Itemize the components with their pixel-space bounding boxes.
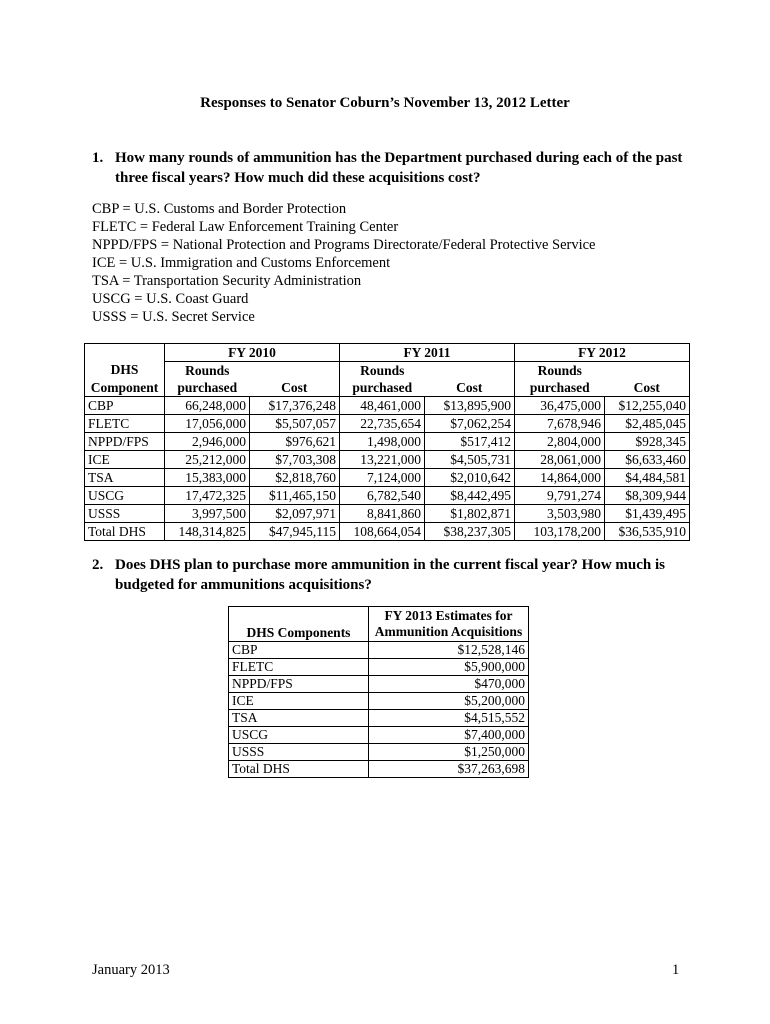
- cost-cell: $4,484,581: [605, 469, 690, 487]
- table-row: [85, 523, 690, 541]
- rounds-header-line2: purchased: [515, 379, 605, 397]
- table-row: [229, 659, 529, 676]
- table-row: [85, 505, 690, 523]
- fy2013-estimates-table: [228, 606, 529, 778]
- component-cell: ICE: [85, 451, 165, 469]
- cost-cell: $17,376,248: [250, 397, 340, 415]
- cost-cell: $976,621: [250, 433, 340, 451]
- question-1-number: 1.: [92, 150, 104, 166]
- rounds-cell: 2,946,000: [165, 433, 250, 451]
- table-row: [85, 415, 690, 433]
- estimate-cell: $5,900,000: [369, 659, 529, 676]
- rounds-header-line1: Rounds: [515, 362, 605, 380]
- page-number: 1: [672, 962, 680, 978]
- rounds-cell: 15,383,000: [165, 469, 250, 487]
- cost-cell: $11,465,150: [250, 487, 340, 505]
- estimate-cell: $12,528,146: [369, 642, 529, 659]
- table-body: [229, 642, 529, 778]
- rounds-cell: 3,503,980: [515, 505, 605, 523]
- rounds-cell: 48,461,000: [340, 397, 425, 415]
- cost-cell: $517,412: [425, 433, 515, 451]
- component-cell: FLETC: [229, 659, 369, 676]
- cost-header-spacer: [425, 362, 515, 380]
- rounds-cell: 9,791,274: [515, 487, 605, 505]
- table-row: [85, 397, 690, 415]
- rounds-header-line1: Rounds: [165, 362, 250, 380]
- question-2-text: Does DHS plan to purchase more ammunition in the current fiscal year? How much is budgeted for ammunitions acquisitions?: [115, 557, 665, 593]
- cost-cell: $7,703,308: [250, 451, 340, 469]
- question-2-number: 2.: [92, 557, 104, 573]
- table-row: [85, 433, 690, 451]
- rounds-cell: 36,475,000: [515, 397, 605, 415]
- component-cell: TSA: [229, 710, 369, 727]
- estimate-cell: $1,250,000: [369, 744, 529, 761]
- rounds-cell: 6,782,540: [340, 487, 425, 505]
- year-header-fy2010: FY 2010: [165, 344, 340, 362]
- abbreviation-item: CBP = U.S. Customs and Border Protection: [92, 201, 347, 217]
- question-2: [92, 555, 692, 595]
- question-1: [92, 148, 692, 188]
- cost-header: Cost: [425, 379, 515, 397]
- question-1-text: How many rounds of ammunition has the Department purchased during each of the past three fiscal years? How much did these acquisitions cost?: [115, 150, 683, 186]
- rounds-cell: 25,212,000: [165, 451, 250, 469]
- table-row: [85, 451, 690, 469]
- cost-header: Cost: [605, 379, 690, 397]
- component-header-line1: DHS: [85, 362, 165, 380]
- estimates-header: [369, 607, 529, 642]
- cost-cell: $38,237,305: [425, 523, 515, 541]
- cost-cell: $2,485,045: [605, 415, 690, 433]
- rounds-cell: 108,664,054: [340, 523, 425, 541]
- component-cell: TSA: [85, 469, 165, 487]
- header-empty-cell: [85, 344, 165, 362]
- estimates-header-line2: Ammunition Acquisitions: [374, 624, 523, 639]
- estimate-cell: $7,400,000: [369, 727, 529, 744]
- year-header-fy2012: FY 2012: [515, 344, 690, 362]
- component-cell: FLETC: [85, 415, 165, 433]
- cost-cell: $6,633,460: [605, 451, 690, 469]
- cost-header: Cost: [250, 379, 340, 397]
- rounds-cell: 7,678,946: [515, 415, 605, 433]
- abbreviation-item: TSA = Transportation Security Administration: [92, 273, 362, 289]
- component-header-line2: Component: [85, 379, 165, 397]
- table-row: [229, 744, 529, 761]
- table-body: [85, 397, 690, 541]
- rounds-cell: 66,248,000: [165, 397, 250, 415]
- cost-cell: $8,442,495: [425, 487, 515, 505]
- table-row: [229, 693, 529, 710]
- table-row: [229, 676, 529, 693]
- abbreviation-list: [92, 200, 596, 326]
- table-header-row-years: [85, 344, 690, 362]
- rounds-cell: 17,056,000: [165, 415, 250, 433]
- component-cell: ICE: [229, 693, 369, 710]
- rounds-cell: 3,997,500: [165, 505, 250, 523]
- cost-cell: $8,309,944: [605, 487, 690, 505]
- component-cell: USSS: [229, 744, 369, 761]
- table-row: [85, 469, 690, 487]
- cost-cell: $1,439,495: [605, 505, 690, 523]
- rounds-cell: 1,498,000: [340, 433, 425, 451]
- cost-cell: $2,097,971: [250, 505, 340, 523]
- rounds-header-line2: purchased: [340, 379, 425, 397]
- table-row: [229, 710, 529, 727]
- table-row: [229, 642, 529, 659]
- cost-cell: $4,505,731: [425, 451, 515, 469]
- abbreviation-item: NPPD/FPS = National Protection and Programs Directorate/Federal Protective Service: [92, 237, 596, 253]
- cost-cell: $2,818,760: [250, 469, 340, 487]
- table-header-row-2: [85, 379, 690, 397]
- estimate-cell: $5,200,000: [369, 693, 529, 710]
- cost-cell: $47,945,115: [250, 523, 340, 541]
- rounds-cell: 28,061,000: [515, 451, 605, 469]
- cost-cell: $36,535,910: [605, 523, 690, 541]
- estimate-cell: $4,515,552: [369, 710, 529, 727]
- abbreviation-item: USSS = U.S. Secret Service: [92, 309, 255, 325]
- ammunition-purchases-table: [84, 343, 690, 541]
- cost-cell: $5,507,057: [250, 415, 340, 433]
- abbreviation-item: FLETC = Federal Law Enforcement Training Center: [92, 219, 399, 235]
- component-cell: Total DHS: [229, 761, 369, 778]
- rounds-cell: 14,864,000: [515, 469, 605, 487]
- abbreviation-item: ICE = U.S. Immigration and Customs Enforcement: [92, 255, 391, 271]
- rounds-cell: 13,221,000: [340, 451, 425, 469]
- component-cell: Total DHS: [85, 523, 165, 541]
- estimates-header-line1: FY 2013 Estimates for: [384, 608, 513, 623]
- table-row: [229, 727, 529, 744]
- cost-header-spacer: [250, 362, 340, 380]
- year-header-fy2011: FY 2011: [340, 344, 515, 362]
- component-cell: USSS: [85, 505, 165, 523]
- cost-cell: $7,062,254: [425, 415, 515, 433]
- component-cell: CBP: [229, 642, 369, 659]
- abbreviation-item: USCG = U.S. Coast Guard: [92, 291, 249, 307]
- table-row: [85, 487, 690, 505]
- estimate-cell: $470,000: [369, 676, 529, 693]
- cost-cell: $12,255,040: [605, 397, 690, 415]
- rounds-header-line2: purchased: [165, 379, 250, 397]
- rounds-cell: 8,841,860: [340, 505, 425, 523]
- cost-cell: $2,010,642: [425, 469, 515, 487]
- rounds-cell: 22,735,654: [340, 415, 425, 433]
- page-title: Responses to Senator Coburn’s November 13, 2012 Letter: [200, 95, 570, 111]
- table-header-row: [229, 607, 529, 642]
- component-cell: CBP: [85, 397, 165, 415]
- footer-date: January 2013: [92, 962, 170, 978]
- rounds-cell: 17,472,325: [165, 487, 250, 505]
- component-cell: NPPD/FPS: [229, 676, 369, 693]
- cost-header-spacer: [605, 362, 690, 380]
- rounds-cell: 7,124,000: [340, 469, 425, 487]
- rounds-cell: 2,804,000: [515, 433, 605, 451]
- table-header-row-1: [85, 362, 690, 380]
- component-cell: USCG: [85, 487, 165, 505]
- estimate-cell: $37,263,698: [369, 761, 529, 778]
- rounds-cell: 103,178,200: [515, 523, 605, 541]
- component-cell: NPPD/FPS: [85, 433, 165, 451]
- cost-cell: $13,895,900: [425, 397, 515, 415]
- components-header: DHS Components: [229, 607, 369, 642]
- cost-cell: $1,802,871: [425, 505, 515, 523]
- component-cell: USCG: [229, 727, 369, 744]
- table-row: [229, 761, 529, 778]
- rounds-header-line1: Rounds: [340, 362, 425, 380]
- rounds-cell: 148,314,825: [165, 523, 250, 541]
- cost-cell: $928,345: [605, 433, 690, 451]
